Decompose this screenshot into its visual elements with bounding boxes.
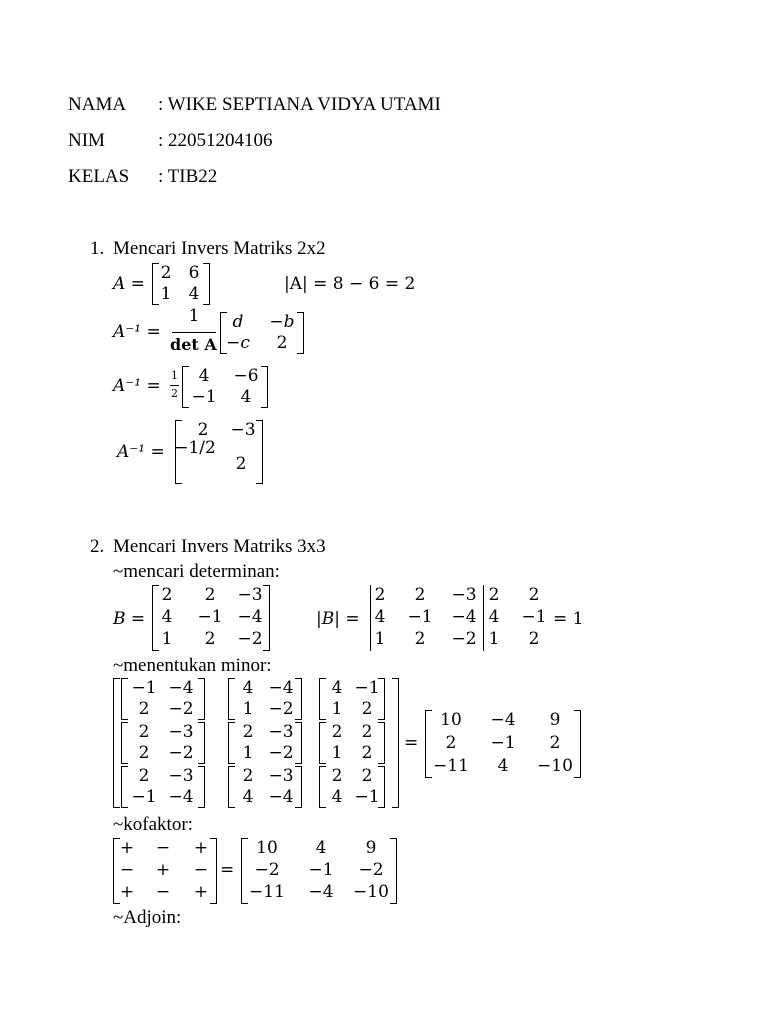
matrix-cell: −3	[268, 766, 294, 786]
section2-number: 2.	[90, 536, 105, 557]
determinant-b-result: = 1	[553, 609, 584, 629]
matrix-cell: −1	[354, 787, 380, 807]
matrix-cell: −1	[521, 607, 547, 627]
matrix-cell: −3	[268, 722, 294, 742]
kelas-value: : TIB22	[158, 166, 218, 187]
matrix-cell: −3	[230, 420, 256, 440]
matrix-cell: 2	[204, 585, 216, 605]
half-denominator: 2	[171, 387, 178, 400]
matrix-cell: −1	[490, 733, 516, 753]
matrix-cell: −1	[131, 678, 157, 698]
matrix-b-label: B =	[113, 609, 146, 629]
matrix-cell: 1	[160, 284, 172, 304]
matrix-cell: 2	[488, 585, 500, 605]
minor-submatrix	[319, 678, 385, 720]
matrix-cell: 2	[242, 722, 254, 742]
matrix-cell: −4	[451, 607, 477, 627]
matrix-cell: −1	[407, 607, 433, 627]
matrix-cell: 2	[361, 766, 373, 786]
inverse-label-2: A⁻¹ =	[113, 376, 161, 396]
matrix-cell: −	[155, 838, 171, 858]
matrix-cell: +	[193, 838, 209, 858]
matrix-cell: −11	[433, 756, 469, 776]
matrix-cell: 4	[374, 607, 386, 627]
matrix-cell: 2	[197, 420, 209, 440]
matrix-cell: 2	[361, 699, 373, 719]
minor-submatrix	[319, 766, 385, 808]
minor-result-matrix	[425, 710, 581, 778]
minor-submatrix	[228, 722, 302, 764]
cofactor-heading: ~kofaktor:	[113, 814, 193, 835]
minor-submatrix	[121, 722, 205, 764]
matrix-a	[152, 263, 210, 305]
matrix-cell: +	[119, 882, 135, 902]
matrix-cell: +	[155, 860, 171, 880]
matrix-cell: −1	[131, 787, 157, 807]
determinant-a: |A| = 8 − 6 = 2	[284, 274, 416, 294]
matrix-cell: 4	[242, 678, 254, 698]
matrix-cell: 4	[315, 838, 327, 858]
inverse-label-1: A⁻¹ =	[113, 322, 161, 342]
minor-submatrix	[121, 678, 205, 720]
matrix-cell: 4	[331, 678, 343, 698]
matrix-cell: 2	[374, 585, 386, 605]
matrix-cell: 6	[188, 263, 200, 283]
matrix-cell: −11	[249, 882, 285, 902]
matrix-cell: −4	[268, 678, 294, 698]
matrix-cell: 1	[488, 629, 500, 649]
matrix-cell: +	[119, 838, 135, 858]
matrix-cell: −b	[269, 312, 295, 332]
matrix-cell: −1	[191, 387, 217, 407]
matrix-cell: −1	[197, 607, 223, 627]
matrix-cell: 2	[361, 722, 373, 742]
matrix-cell: 2	[138, 699, 150, 719]
matrix-cell: −10	[537, 756, 573, 776]
matrix-cell: 1	[331, 743, 343, 763]
matrix-cell: −2	[451, 629, 477, 649]
matrix-cell: 4	[161, 607, 173, 627]
fraction-denominator: det A	[170, 335, 217, 354]
matrix-step2	[182, 366, 268, 408]
fraction-line	[172, 332, 216, 333]
matrix-cell: 2	[138, 743, 150, 763]
matrix-cell: −2	[237, 629, 263, 649]
matrix-cell: 2	[331, 766, 343, 786]
matrix-cell: −2	[358, 860, 384, 880]
matrix-cell: −1	[308, 860, 334, 880]
matrix-cell: −2	[168, 743, 194, 763]
matrix-cell: 4	[242, 787, 254, 807]
matrix-cell: 2	[414, 629, 426, 649]
minor-matrix	[113, 678, 399, 808]
matrix-cell: 2	[528, 585, 540, 605]
matrix-cell: −3	[451, 585, 477, 605]
matrix-cell: 2	[528, 629, 540, 649]
section1-number: 1.	[90, 238, 105, 259]
matrix-cell: 9	[365, 838, 377, 858]
inverse-label-3: A⁻¹ =	[117, 442, 165, 462]
minor-submatrix	[228, 766, 302, 808]
determinant-heading: ~mencari determinan:	[113, 561, 280, 582]
minor-submatrix	[228, 678, 302, 720]
matrix-cell: 4	[198, 366, 210, 386]
nim-value: : 22051204106	[158, 130, 273, 151]
cofactor-result-matrix	[241, 838, 397, 904]
matrix-cell: 2	[138, 722, 150, 742]
matrix-cell: −3	[237, 585, 263, 605]
matrix-cell: 2	[235, 454, 247, 474]
matrix-cell: 4	[497, 756, 509, 776]
matrix-cell-fraction: −1/2	[174, 438, 216, 458]
matrix-cell: 4	[240, 387, 252, 407]
kelas-label: KELAS	[68, 166, 130, 187]
matrix-cell: 2	[161, 585, 173, 605]
matrix-cell: −3	[168, 766, 194, 786]
matrix-cell: 1	[242, 743, 254, 763]
section1-title: Mencari Invers Matriks 2x2	[113, 238, 326, 259]
matrix-cell: 10	[256, 838, 278, 858]
matrix-cell: +	[193, 882, 209, 902]
matrix-cell: 2	[242, 766, 254, 786]
minor-submatrix	[121, 766, 205, 808]
matrix-cell: −2	[268, 743, 294, 763]
matrix-cell: 2	[361, 743, 373, 763]
matrix-cell: 2	[276, 333, 288, 353]
matrix-cell: d	[232, 312, 244, 332]
matrix-a-label: A =	[113, 274, 145, 294]
matrix-cell: 2	[138, 766, 150, 786]
matrix-cell: −10	[353, 882, 389, 902]
matrix-cell: −4	[168, 678, 194, 698]
matrix-cell: 1	[374, 629, 386, 649]
matrix-cell: −	[193, 860, 209, 880]
equals-sign: =	[404, 733, 419, 753]
determinant-b-sarrus	[370, 585, 548, 651]
matrix-cell: −6	[233, 366, 259, 386]
minor-submatrix	[319, 722, 385, 764]
matrix-cell: −1	[354, 678, 380, 698]
section2-title: Mencari Invers Matriks 3x3	[113, 536, 326, 557]
matrix-cell: −4	[168, 787, 194, 807]
name-label: NAMA	[68, 94, 127, 115]
matrix-cell: 2	[204, 629, 216, 649]
matrix-cell: −4	[237, 607, 263, 627]
matrix-cell: 9	[549, 710, 561, 730]
fraction-numerator: 1	[188, 306, 200, 326]
equals-sign: =	[220, 860, 235, 880]
minor-heading: ~menentukan minor:	[113, 655, 272, 676]
matrix-cell: 10	[440, 710, 462, 730]
matrix-cell: −2	[254, 860, 280, 880]
matrix-cell: −	[119, 860, 135, 880]
matrix-cell: 1	[242, 699, 254, 719]
name-value: : WIKE SEPTIANA VIDYA UTAMI	[158, 94, 441, 115]
matrix-cell: 1	[331, 699, 343, 719]
matrix-general	[220, 312, 304, 354]
matrix-cell: 2	[160, 263, 172, 283]
determinant-b-label: |B| =	[316, 609, 360, 629]
matrix-cell: 2	[445, 733, 457, 753]
nim-label: NIM	[68, 130, 105, 151]
matrix-cell: −2	[168, 699, 194, 719]
matrix-b	[152, 585, 270, 651]
matrix-cell: 4	[331, 787, 343, 807]
matrix-cell: 4	[188, 284, 200, 304]
matrix-cell: 2	[549, 733, 561, 753]
matrix-cell: 4	[488, 607, 500, 627]
matrix-cell: −	[155, 882, 171, 902]
matrix-cell: −4	[308, 882, 334, 902]
matrix-cell: 2	[331, 722, 343, 742]
adjoin-heading: ~Adjoin:	[113, 907, 182, 928]
matrix-result	[175, 420, 263, 484]
matrix-cell: −2	[268, 699, 294, 719]
matrix-cell: −c	[226, 333, 250, 353]
matrix-cell: −4	[490, 710, 516, 730]
matrix-cell: 1	[161, 629, 173, 649]
matrix-cell: −4	[268, 787, 294, 807]
matrix-cell: 2	[414, 585, 426, 605]
half-numerator: 1	[171, 369, 178, 382]
sign-matrix	[113, 838, 217, 904]
half-line	[170, 385, 179, 386]
matrix-cell: −3	[168, 722, 194, 742]
